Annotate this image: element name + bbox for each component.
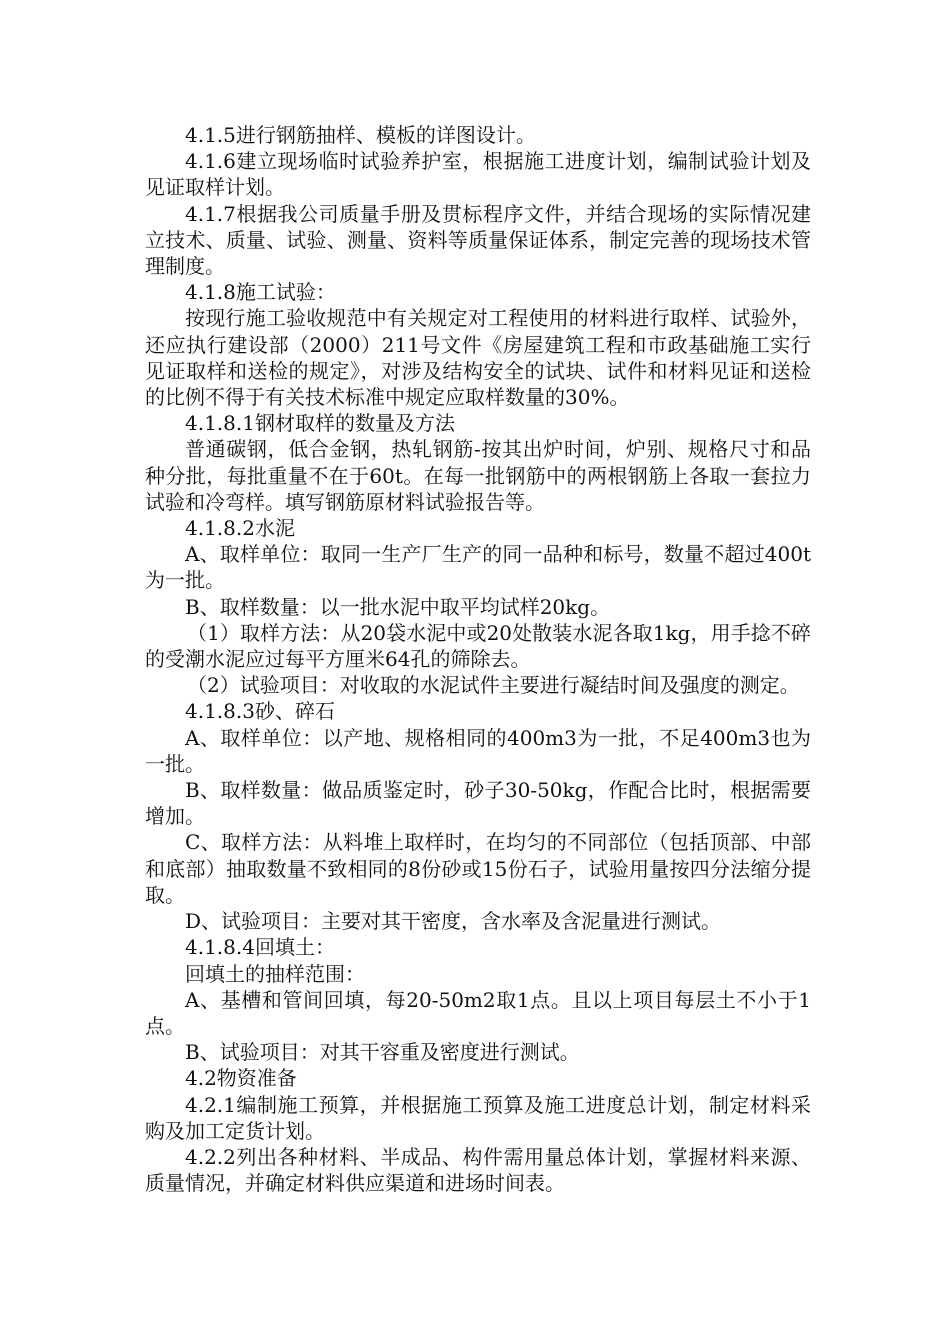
- paragraph-4-1-6: 4.1.6建立现场临时试验养护室，根据施工进度计划，编制试验计划及见证取样计划。: [145, 149, 811, 200]
- paragraph-cement-quantity: B、取样数量：以一批水泥中取平均试样20kg。: [185, 594, 611, 619]
- paragraph-4-1-7: 4.1.7根据我公司质量手册及贯标程序文件，并结合现场的实际情况建立技术、质量、试验、测量、资料等质量保证体系，制定完善的现场技术管理制度。: [145, 201, 811, 279]
- document-body: [145, 122, 811, 1196]
- paragraph-4-2-2: 4.2.2列出各种材料、半成品、构件需用量总体计划，掌握材料来源、质量情况，并确定材料供应渠道和进场时间表。: [145, 1144, 811, 1196]
- paragraph-backfill-b: B、试验项目：对其干容重及密度进行测试。: [185, 1040, 580, 1065]
- paragraph-4-2-1: 4.2.1编制施工预算，并根据施工预算及施工进度总计划，制定材料采购及加工定货计划。: [145, 1092, 811, 1143]
- paragraph-cement-items: （2）试验项目：对收取的水泥试件主要进行凝结时间及强度的测定。: [187, 673, 800, 698]
- paragraph-steel-sampling: 普通碳钢，低合金钢，热轧钢筋-按其出炉时间，炉别、规格尺寸和品种分批，每批重量不在于60t。在每一批钢筋中的两根钢筋上各取一套拉力试验和冷弯样。填写钢筋原材料试验报告等。: [145, 437, 811, 514]
- paragraph-4-1-5: 4.1.5进行钢筋抽样、模板的详图设计。: [185, 123, 536, 147]
- heading-4-1-8-2: 4.1.8.2水泥: [185, 516, 295, 541]
- heading-4-1-8-3: 4.1.8.3砂、碎石: [185, 699, 335, 724]
- heading-4-1-8: 4.1.8施工试验：: [185, 280, 336, 305]
- heading-4-2: 4.2物资准备: [185, 1066, 297, 1091]
- paragraph-cement-method: （1）取样方法：从20袋水泥中或20处散装水泥各取1kg，用手捻不碎的受潮水泥应过每平方厘米64孔的筛除去。: [145, 620, 811, 672]
- paragraph-backfill-a: A、基槽和管间回填，每20-50m2取1点。且以上项目每层土不小于1点。: [145, 987, 811, 1038]
- paragraph-sand-quantity: B、取样数量：做品质鉴定时，砂子30-50kg，作配合比时，根据需要增加。: [145, 778, 811, 829]
- heading-4-1-8-4: 4.1.8.4回填土：: [185, 935, 335, 960]
- paragraph-backfill-range: 回填土的抽样范围：: [185, 961, 365, 986]
- paragraph-sand-method: C、取样方法：从料堆上取样时，在均匀的不同部位（包括顶部、中部和底部）抽取数量不致相同的8份砂或15份石子，试验用量按四分法缩分提取。: [145, 830, 811, 907]
- paragraph-cement-unit: A、取样单位：取同一生产厂生产的同一品种和标号，数量不超过400t为一批。: [145, 542, 811, 593]
- paragraph-sand-items: D、试验项目：主要对其干密度，含水率及含泥量进行测试。: [185, 909, 722, 934]
- paragraph-testing-intro: 按现行施工验收规范中有关规定对工程使用的材料进行取样、试验外，还应执行建设部（2000）211号文件《房屋建筑工程和市政基础施工实行见证取样和送检的规定》，对涉及结构安全的试块、试件和材料见证和送检的比例不得于有关技术标准中规定应取样数量的30%。: [145, 306, 811, 410]
- paragraph-sand-unit: A、取样单位：以产地、规格相同的400m3为一批，不足400m3也为一批。: [145, 725, 811, 776]
- heading-4-1-8-1: 4.1.8.1钢材取样的数量及方法: [185, 411, 455, 436]
